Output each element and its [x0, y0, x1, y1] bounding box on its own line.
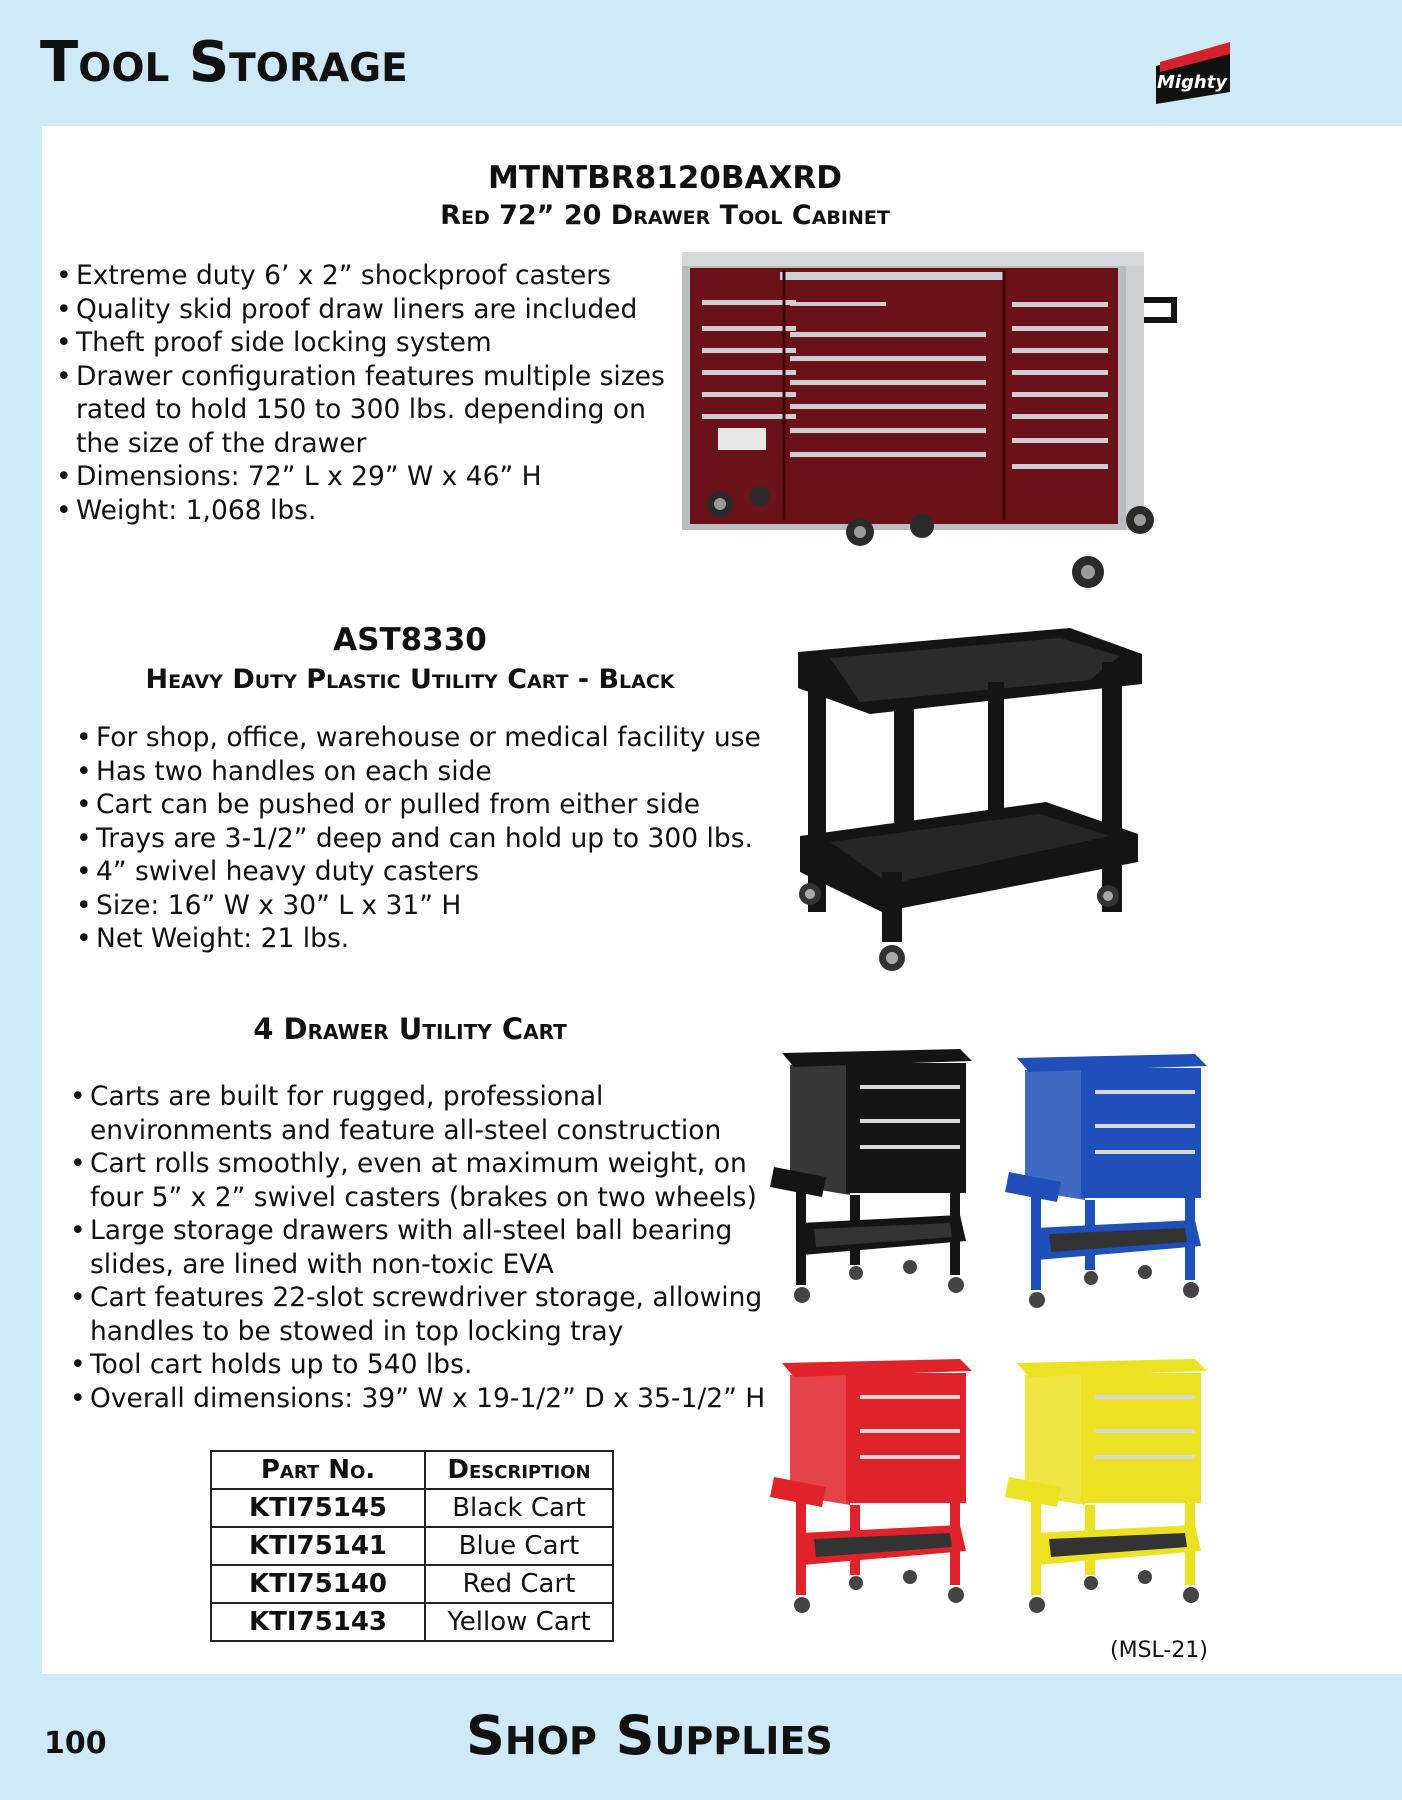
mighty-logo	[1150, 38, 1236, 108]
black-cart-image	[760, 1045, 990, 1315]
product2-subtitle: Heavy Duty Plastic Utility Cart - Black	[145, 664, 675, 695]
plastic-cart-image	[790, 622, 1150, 982]
feature-item: • For shop, office, warehouse or medical facility use	[76, 721, 766, 755]
product2-features	[76, 721, 766, 956]
product3-title: 4 Drawer Utility Cart	[253, 1012, 567, 1046]
logo-text: Mighty	[1156, 72, 1228, 93]
feature-item: • Cart can be pushed or pulled from either side	[76, 788, 766, 822]
column-header-part-no: Part No.	[211, 1451, 425, 1489]
feature-item: • Tool cart holds up to 540 lbs.	[70, 1348, 770, 1382]
table-row	[211, 1489, 613, 1527]
feature-item: • Dimensions: 72” L x 29” W x 46” H	[56, 460, 676, 494]
feature-item: • Net Weight: 21 lbs.	[76, 922, 766, 956]
feature-item: • Carts are built for rugged, professional environments and feature all-steel construction	[70, 1080, 770, 1147]
description-cell: Blue Cart	[425, 1527, 613, 1565]
part-number-cell: KTI75141	[211, 1527, 425, 1565]
yellow-cart-image	[995, 1355, 1225, 1625]
description-cell: Black Cart	[425, 1489, 613, 1527]
feature-item: • Large storage drawers with all-steel ball bearing slides, are lined with non-toxic EVA	[70, 1214, 770, 1281]
page-title: Tool Storage	[40, 30, 408, 95]
product1-features	[56, 259, 676, 527]
product-code-note: (MSL-21)	[1110, 1638, 1208, 1663]
product1-subtitle: Red 72” 20 Drawer Tool Cabinet	[440, 200, 890, 231]
part-number-cell: KTI75145	[211, 1489, 425, 1527]
red-cart-image	[760, 1355, 990, 1625]
feature-item: • Quality skid proof draw liners are included	[56, 293, 676, 327]
product3-features	[70, 1080, 770, 1415]
part-number-cell: KTI75143	[211, 1603, 425, 1641]
product2-part-number: AST8330	[333, 622, 487, 658]
feature-item: • Weight: 1,068 lbs.	[56, 494, 676, 528]
blue-cart-image	[995, 1050, 1225, 1320]
product1-part-number: MTNTBR8120BAXRD	[488, 160, 842, 196]
feature-item: • Size: 16” W x 30” L x 31” H	[76, 889, 766, 923]
section-title: Shop Supplies	[466, 1704, 833, 1767]
feature-item: • Has two handles on each side	[76, 755, 766, 789]
feature-item: • Overall dimensions: 39” W x 19-1/2” D x 35-1/2” H	[70, 1382, 770, 1416]
feature-item: • 4” swivel heavy duty casters	[76, 855, 766, 889]
feature-item: • Cart features 22-slot screwdriver storage, allowing handles to be stowed in top locking tray	[70, 1281, 770, 1348]
feature-item: • Trays are 3-1/2” deep and can hold up to 300 lbs.	[76, 822, 766, 856]
description-cell: Red Cart	[425, 1565, 613, 1603]
page-number: 100	[44, 1726, 107, 1761]
column-header-description: Description	[425, 1451, 613, 1489]
table-row	[211, 1565, 613, 1603]
table-row	[211, 1603, 613, 1641]
description-cell: Yellow Cart	[425, 1603, 613, 1641]
feature-item: • Extreme duty 6’ x 2” shockproof casters	[56, 259, 676, 293]
feature-item: • Drawer configuration features multiple sizes rated to hold 150 to 300 lbs. depending on the size of the drawer	[56, 360, 676, 461]
feature-item: • Theft proof side locking system	[56, 326, 676, 360]
feature-item: • Cart rolls smoothly, even at maximum weight, on four 5” x 2” swivel casters (brakes on two wheels)	[70, 1147, 770, 1214]
table-row	[211, 1527, 613, 1565]
parts-table	[210, 1450, 614, 1642]
tool-cabinet-image	[670, 250, 1180, 595]
part-number-cell: KTI75140	[211, 1565, 425, 1603]
table-header-row	[211, 1451, 613, 1489]
